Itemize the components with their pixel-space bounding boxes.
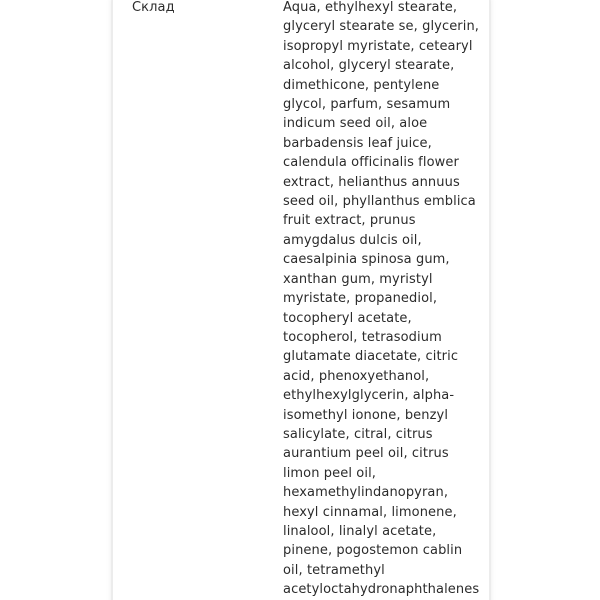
ingredients-line: linalool, linalyl acetate,: [283, 523, 437, 539]
ingredients-line: acid, phenoxyethanol,: [283, 368, 430, 384]
ingredients-line: glycol, parfum, sesamum: [283, 97, 451, 113]
ingredients-line: isomethyl ionone, benzyl: [283, 407, 449, 423]
ingredients-line: Aqua, ethylhexyl stearate,: [283, 0, 458, 15]
ingredients-line: caesalpinia spinosa gum,: [283, 252, 450, 268]
ingredients-line: tocopheryl acetate,: [283, 310, 412, 326]
ingredients-line: glyceryl stearate se, glycerin,: [283, 19, 480, 35]
ingredients-line: indicum seed oil, aloe: [283, 116, 428, 132]
ingredients-line: aurantium peel oil, citrus: [283, 446, 449, 462]
ingredients-line: acetyloctahydronaphthalenes: [283, 582, 480, 598]
spec-label: Склад: [132, 0, 175, 15]
ingredients-line: ethylhexylglycerin, alpha-: [283, 388, 455, 404]
ingredients-line: xanthan gum, myristyl: [283, 271, 433, 287]
ingredients-line: myristate, propanediol,: [283, 291, 438, 307]
product-spec-panel: [112, 0, 490, 600]
ingredients-line: limon peel oil,: [283, 465, 377, 481]
ingredients-line: isopropyl myristate, cetearyl: [283, 38, 473, 54]
ingredients-line: hexamethylindanopyran,: [283, 485, 449, 501]
spec-value-ingredients: [283, 0, 489, 600]
ingredients-line: pinene, pogostemon cablin: [283, 543, 463, 559]
ingredients-line: calendula officinalis flower: [283, 155, 459, 171]
ingredients-line: amygdalus dulcis oil,: [283, 232, 422, 248]
ingredients-line: dimethicone, pentylene: [283, 77, 440, 93]
ingredients-line: extract, helianthus annuus: [283, 174, 460, 190]
ingredients-line: hexyl cinnamal, limonene,: [283, 504, 457, 520]
ingredients-line: alcohol, glyceryl stearate,: [283, 58, 455, 74]
spec-row-composition: [113, 0, 489, 600]
ingredients-line: salicylate, citral, citrus: [283, 426, 433, 442]
ingredients-line: fruit extract, prunus: [283, 213, 416, 229]
ingredients-line: barbadensis leaf juice,: [283, 135, 432, 151]
ingredients-line: tocopherol, tetrasodium: [283, 329, 442, 345]
ingredients-line: oil, tetramethyl: [283, 562, 385, 578]
ingredients-line: seed oil, phyllanthus emblica: [283, 194, 476, 210]
ingredients-line: glutamate diacetate, citric: [283, 349, 459, 365]
